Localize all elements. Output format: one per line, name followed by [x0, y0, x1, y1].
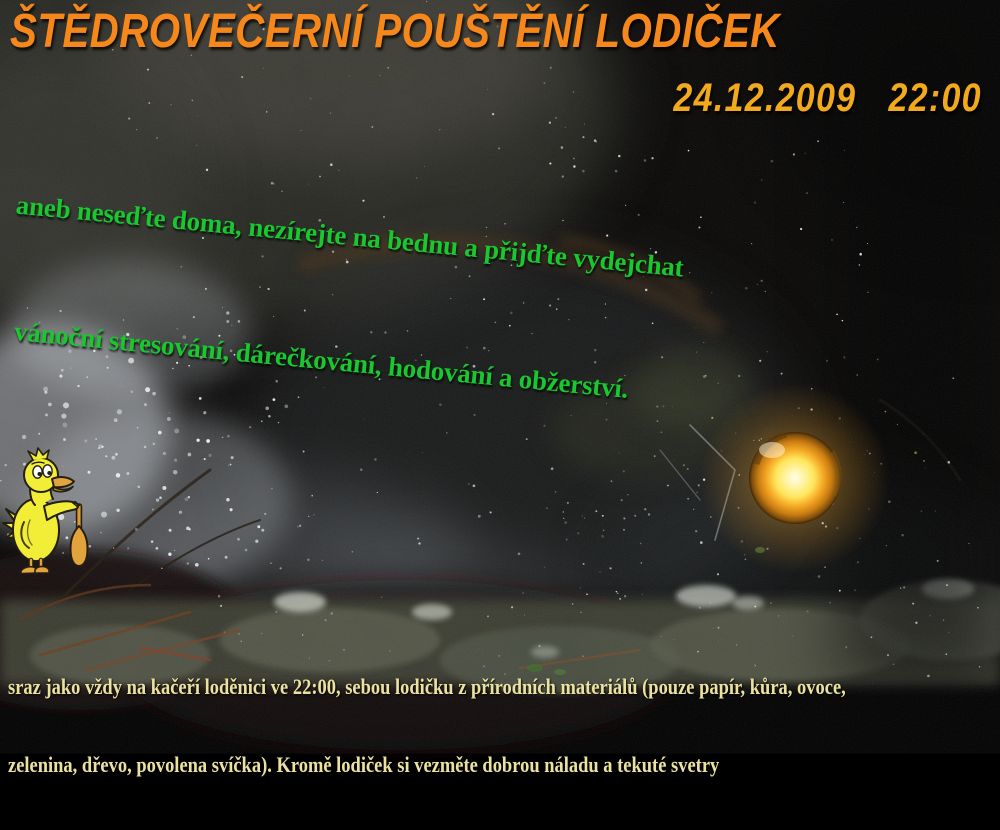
- poster-title: ŠTĚDROVEČERNÍ POUŠTĚNÍ LODIČEK: [10, 5, 780, 58]
- footer-line1: sraz jako vždy na kačeří loděnici ve 22:00, sebou lodičku z přírodních materiálů (pouze papír, kůra, ovoce,: [8, 674, 846, 699]
- duck-wing-arm: [44, 501, 78, 520]
- tagline: [0, 100, 693, 498]
- duck-mascot-icon: [2, 446, 102, 576]
- footer-line2: zelenina, dřevo, povolena svíčka). Kromě lodiček si vezměte dobrou náladu a tekuté svetry: [8, 752, 720, 777]
- tagline-line1: aneb neseďte doma, nezírejte na bednu a přijďte vydejchat: [14, 189, 685, 283]
- lantern-icon: [700, 383, 890, 573]
- paddle-blade: [71, 526, 88, 566]
- duck-beak: [52, 477, 74, 487]
- tagline-line2: vánoční stresování, dárečkování, hodování a obžerství.: [12, 315, 630, 404]
- footer-info: [8, 622, 846, 830]
- event-datetime: 24.12.2009 22:00: [673, 76, 982, 120]
